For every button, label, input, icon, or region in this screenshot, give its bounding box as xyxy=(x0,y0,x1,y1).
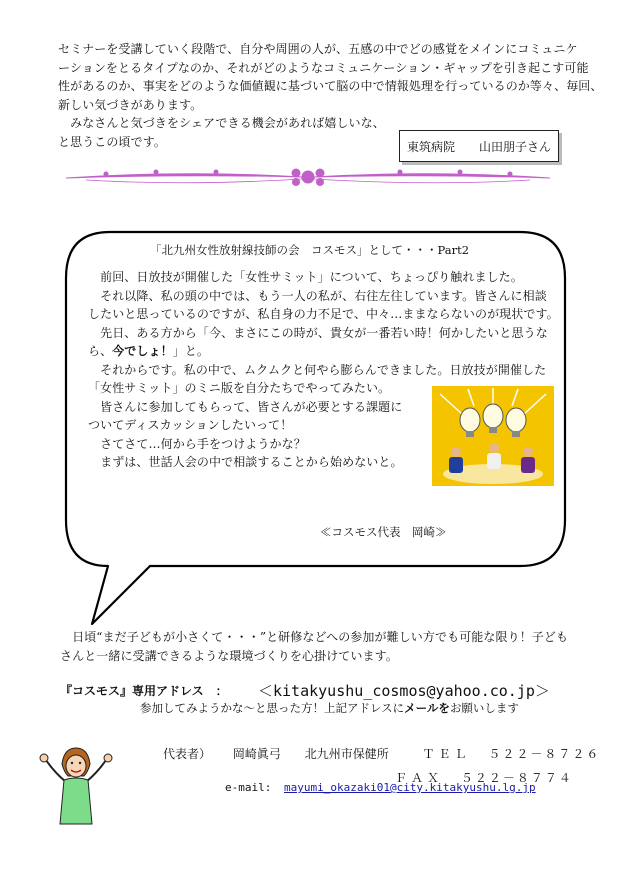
cta-bold: メールを xyxy=(404,701,450,715)
bubble-line-10: さてさて…何から手をつけようかな？ xyxy=(88,436,306,451)
rep-name: 岡崎眞弓 xyxy=(232,747,281,761)
bubble-line-6: それからです。私の中で、ムクムクと何やら膨らんできました。日放技が開催した xyxy=(88,362,547,377)
intro-line-2: ーションをとるタイプなのか、それがどのようなコミュニケーション・ギャップを引き起こす可能 xyxy=(58,60,589,75)
tel-label: ＴＥＬ xyxy=(422,747,471,761)
bottom-paragraph xyxy=(60,628,580,665)
rep-label: 代表者） xyxy=(163,747,212,761)
bottom-line-2: さんと一緒に受講できるような環境づくりを心掛けています。 xyxy=(60,648,398,663)
fax-number: ５２２－８７７４ xyxy=(460,771,573,785)
address-value[interactable]: ＜kitakyushu_cosmos@yahoo.co.jp＞ xyxy=(258,682,550,700)
intro-line-4: 新しい気づきがあります。 xyxy=(58,97,203,112)
line5-suffix: 」と。 xyxy=(172,344,210,358)
emphasis-text: 今でしょ！ xyxy=(112,344,173,358)
line5-prefix: ら、 xyxy=(88,344,113,358)
bubble-line-2: それ以降、私の頭の中では、もう一人の私が、右往左往しています。皆さんに相談 xyxy=(88,288,547,303)
bubble-line-8: 皆さんに参加してもらって、皆さんが必要とする課題に xyxy=(88,399,403,414)
email-label: e-mail: xyxy=(225,781,272,794)
fax-label: ＦＡＸ xyxy=(395,771,444,785)
bubble-line-11: まずは、世話人会の中で相談することから始めないと。 xyxy=(88,455,403,469)
bubble-line-7: 「女性サミット」のミニ版を自分たちでやってみたい。 xyxy=(88,381,391,395)
org-name: 北九州市保健所 xyxy=(304,747,389,761)
bubble-line-1: 前回、日放技が開催した「女性サミット」について、ちょっぴり触れました。 xyxy=(88,270,523,284)
tel-number: ５２２－８７２６ xyxy=(488,747,601,761)
lightbulb-meeting-illustration xyxy=(432,386,554,486)
bottom-line-1: 日頃“まだ子どもが小さくて・・・”と研修などへの参加が難しい方でも可能な限り！子ども xyxy=(60,630,569,644)
cta-suffix: お願いします xyxy=(449,701,519,715)
email-row xyxy=(225,781,536,794)
bubble-line-5 xyxy=(88,342,558,361)
intro-line-3: 性があるのか、事実をどのような価値観に基づいて脳の中で情報処理を行っているのか等々、毎回、 xyxy=(58,79,603,93)
email-link[interactable]: mayumi_okazaki01@city.kitakyushu.lg.jp xyxy=(283,781,536,794)
bubble-title: 「北九州女性放射線技師の会 コスモス」として・・・Part2 xyxy=(150,243,470,257)
author-name: 東筑病院 山田朋子さん xyxy=(406,139,551,154)
intro-line-1: セミナーを受講していく段階で、自分や周囲の人が、五感の中でどの感覚をメインにコミュニケ xyxy=(58,42,578,56)
signature: ≪コスモス代表 岡崎≫ xyxy=(320,525,447,539)
bubble-line-3: したいと思っているのですが、私自身の力不足で、中々…ままならないのが現状です。 xyxy=(88,307,559,321)
cta-prefix: 参加してみようかな～と思った方！上記アドレスに xyxy=(140,701,405,715)
bubble-line-9: ついてディスカッションしたいって！ xyxy=(88,418,293,432)
cheering-person-illustration xyxy=(36,742,116,826)
contact-row-1 xyxy=(163,742,600,766)
intro-line-5: みなさんと気づきをシェアできる機会があれば嬉しいな、 xyxy=(58,116,385,130)
call-to-action xyxy=(140,700,519,716)
intro-line-6: と思うこの頃です。 xyxy=(58,134,166,149)
bubble-line-4: 先日、ある方から「今、まさにこの時が、貴女が一番若い時！何かしたいと思うな xyxy=(88,325,548,340)
address-label: 『コスモス』専用アドレス ： xyxy=(60,684,228,698)
